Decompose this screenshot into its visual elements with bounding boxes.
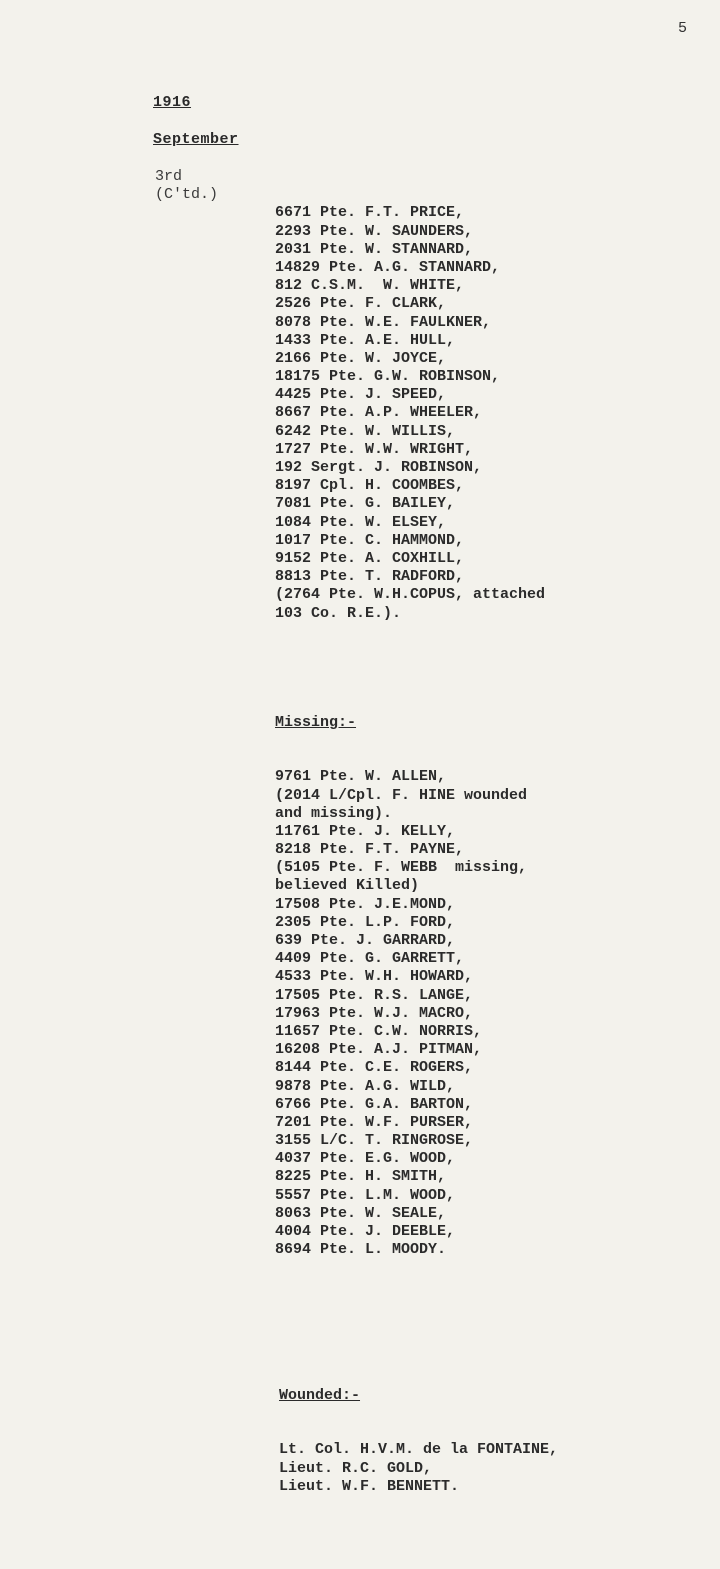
missing-list (275, 768, 558, 1259)
list-item: 17963 Pte. W.J. MACRO, (275, 1004, 474, 1022)
list-item: 8063 Pte. W. SEALE, (275, 1204, 447, 1222)
list-item: 6766 Pte. G.A. BARTON, (275, 1095, 474, 1113)
casualty-list (275, 168, 558, 1569)
list-item: 14829 Pte. A.G. STANNARD, (275, 258, 501, 276)
list-item: 8078 Pte. W.E. FAULKNER, (275, 313, 492, 331)
list-item: (5105 Pte. F. WEBB missing, (275, 859, 528, 877)
list-item: 6242 Pte. W. WILLIS, (275, 422, 456, 440)
month-heading: September (153, 131, 239, 148)
year-heading: 1916 (153, 94, 192, 111)
list-item: 4004 Pte. J. DEEBLE, (275, 1223, 456, 1240)
list-item: 2031 Pte. W. STANNARD, (275, 240, 474, 258)
list-item: 4037 Pte. E.G. WOOD, (275, 1150, 456, 1168)
list-item: 9152 Pte. A. COXHILL, (275, 549, 465, 567)
list-item: (2014 L/Cpl. F. HINE wounded (275, 786, 528, 804)
date-column (155, 168, 218, 204)
list-item: 8225 Pte. H. SMITH, (275, 1168, 447, 1186)
list-item: 18175 Pte. G.W. ROBINSON, (275, 368, 501, 386)
list-item: 8667 Pte. A.P. WHEELER, (275, 404, 483, 422)
list-item: 7201 Pte. W.F. PURSER, (275, 1113, 474, 1131)
list-item: Lieut. R.C. GOLD, (279, 1459, 433, 1477)
list-item: 2305 Pte. L.P. FORD, (275, 913, 456, 931)
list-item: 5557 Pte. L.M. WOOD, (275, 1186, 456, 1204)
list-item: 4425 Pte. J. SPEED, (275, 386, 447, 404)
list-item: 812 C.S.M. W. WHITE, (275, 277, 465, 295)
list-item: 192 Sergt. J. ROBINSON, (275, 459, 483, 477)
list-item: 103 Co. R.E.). (275, 604, 402, 622)
list-item: 8144 Pte. C.E. ROGERS, (275, 1059, 474, 1077)
page-number: 5 (678, 20, 688, 37)
list-item: 639 Pte. J. GARRARD, (275, 932, 456, 949)
list-item: Lieut. W.F. BENNETT. (279, 1477, 460, 1495)
list-item: 9878 Pte. A.G. WILD, (275, 1077, 456, 1095)
missing-heading: Missing:- (275, 713, 357, 731)
list-item: 8197 Cpl. H. COOMBES, (275, 477, 465, 495)
list-item: Lt. Col. H.V.M. de la FONTAINE, (279, 1441, 559, 1459)
list-item: (2764 Pte. W.H.COPUS, attached (275, 586, 546, 604)
list-item: 17508 Pte. J.E.MOND, (275, 895, 456, 913)
list-item: 3155 L/C. T. RINGROSE, (275, 1132, 474, 1150)
list-item: and missing). (275, 804, 393, 822)
list-item: 1084 Pte. W. ELSEY, (275, 513, 447, 531)
killed-list (275, 204, 558, 622)
list-item: 11657 Pte. C.W. NORRIS, (275, 1022, 483, 1040)
list-item: 7081 Pte. G. BAILEY, (275, 495, 456, 513)
wounded-section (279, 1350, 558, 1532)
date-day: 3rd (155, 168, 183, 185)
list-item: believed Killed) (275, 877, 420, 895)
list-item: 11761 Pte. J. KELLY, (275, 822, 456, 840)
list-item: 6671 Pte. F.T. PRICE, (275, 204, 465, 222)
list-item: 8694 Pte. L. MOODY. (275, 1241, 447, 1259)
list-item: 1727 Pte. W.W. WRIGHT, (275, 440, 474, 458)
list-item: 17505 Pte. R.S. LANGE, (275, 986, 474, 1004)
list-item: 4533 Pte. W.H. HOWARD, (275, 968, 474, 986)
list-item: 2293 Pte. W. SAUNDERS, (275, 222, 474, 240)
wounded-heading: Wounded:- (279, 1386, 361, 1404)
list-item: 8813 Pte. T. RADFORD, (275, 568, 465, 586)
list-item: 2166 Pte. W. JOYCE, (275, 349, 447, 367)
wounded-list (279, 1441, 558, 1496)
list-item: 16208 Pte. A.J. PITMAN, (275, 1041, 483, 1059)
list-item: 4409 Pte. G. GARRETT, (275, 950, 465, 968)
list-item: 1433 Pte. A.E. HULL, (275, 331, 456, 349)
list-item: 2526 Pte. F. CLARK, (275, 295, 447, 313)
list-item: 8218 Pte. F.T. PAYNE, (275, 841, 465, 859)
list-item: 9761 Pte. W. ALLEN, (275, 768, 447, 786)
date-note: (C'td.) (155, 186, 219, 204)
list-item: 1017 Pte. C. HAMMOND, (275, 531, 465, 549)
